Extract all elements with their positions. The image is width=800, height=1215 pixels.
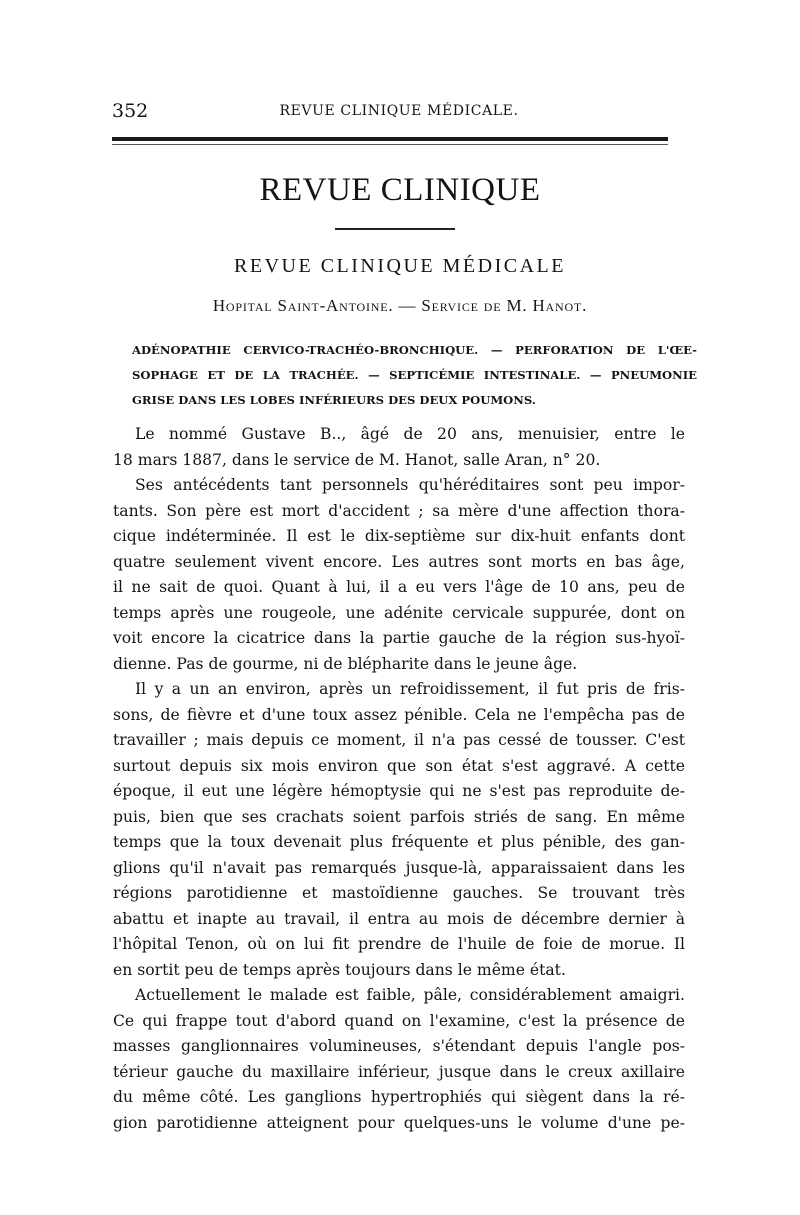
header-rule [112,137,668,141]
body-line: époque, il eut une légère hémoptysie qui ne s'est pas reproduite de- [113,782,685,800]
body-line: glions qu'il n'avait pas remarqués jusque-là, apparaissaient dans les [113,858,685,877]
body-line: térieur gauche du maxillaire inférieur, jusque dans le creux axillaire [113,1062,685,1081]
case-heading-line: ADÉNOPATHIE CERVICO-TRACHÉO-BRONCHIQUE. — PERFORATION DE L'ŒE- [132,343,697,357]
body-line: quatre seulement vivent encore. Les autres sont morts en bas âge, [113,552,685,571]
body-line: Le nommé Gustave B.., âgé de 20 ans, menuisier, entre le [135,425,685,443]
body-line: il ne sait de quoi. Quant à lui, il a eu vers l'âge de 10 ans, peu de [113,578,685,596]
body-line: l'hôpital Tenon, où on lui fit prendre de l'huile de foie de morue. Il [113,935,685,953]
body-line: gion parotidienne atteignent pour quelques-uns le volume d'une pe- [113,1113,685,1132]
body-line: dienne. Pas de gourme, ni de blépharite dans le jeune âge. [113,654,578,673]
case-heading [132,338,697,413]
header-rule-thin [112,144,668,145]
case-heading-line: SOPHAGE ET DE LA TRACHÉE. — SEPTICÉMIE INTESTINALE. — PNEUMONIE [132,368,697,382]
page-number: 352 [112,100,149,122]
body-line: temps que la toux devenait plus fréquente et plus pénible, des gan- [113,833,685,851]
running-title: REVUE CLINIQUE MÉDICALE. [279,103,519,119]
running-head [112,100,686,122]
body-line: surtout depuis six mois environ que son état s'est aggravé. A cette [113,756,685,775]
case-body-text [113,422,685,1136]
body-line: 18 mars 1887, dans le service de M. Hanot, salle Aran, n° 20. [113,450,601,469]
body-line: abattu et inapte au travail, il entra au mois de décembre dernier à [113,909,685,928]
section-title: REVUE CLINIQUE [259,172,541,208]
body-line: travailler ; mais depuis ce moment, il n'a pas cessé de tousser. C'est [113,731,685,749]
body-line: temps après une rougeole, une adénite cervicale suppurée, dont on [113,603,685,622]
body-line: du même côté. Les ganglions hypertrophiés qui siègent dans la ré- [113,1088,685,1106]
body-line: tants. Son père est mort d'accident ; sa mère d'une affection thora- [113,501,685,520]
body-line: sons, de fièvre et d'une toux assez pénible. Cela ne l'empêcha pas de [113,705,685,724]
body-line: voit encore la cicatrice dans la partie gauche de la région sus-hyoï- [113,629,685,647]
body-line: Il y a un an environ, après un refroidissement, il fut pris de fris- [135,680,685,698]
title-rule [335,228,455,230]
body-line: Ce qui frappe tout d'abord quand on l'examine, c'est la présence de [113,1011,685,1030]
body-line: puis, bien que ses crachats soient parfois striés de sang. En même [113,807,685,826]
hospital-service-line: Hopital Saint-Antoine. — Service de M. Hanot. [212,296,588,315]
body-line: masses ganglionnaires volumineuses, s'étendant depuis l'angle pos- [113,1037,685,1055]
body-line: régions parotidienne et mastoïdienne gauches. Se trouvant très [113,884,685,902]
body-line: Actuellement le malade est faible, pâle, considérablement amaigri. [135,986,685,1004]
case-heading-line: GRISE DANS LES LOBES INFÉRIEURS DES DEUX POUMONS. [132,393,536,407]
subsection-title: REVUE CLINIQUE MÉDICALE [234,255,566,277]
body-line: en sortit peu de temps après toujours dans le même état. [113,960,566,979]
body-line: Ses antécédents tant personnels qu'héréditaires sont peu impor- [135,476,685,494]
body-line: cique indéterminée. Il est le dix-septième sur dix-huit enfants dont [113,527,685,545]
